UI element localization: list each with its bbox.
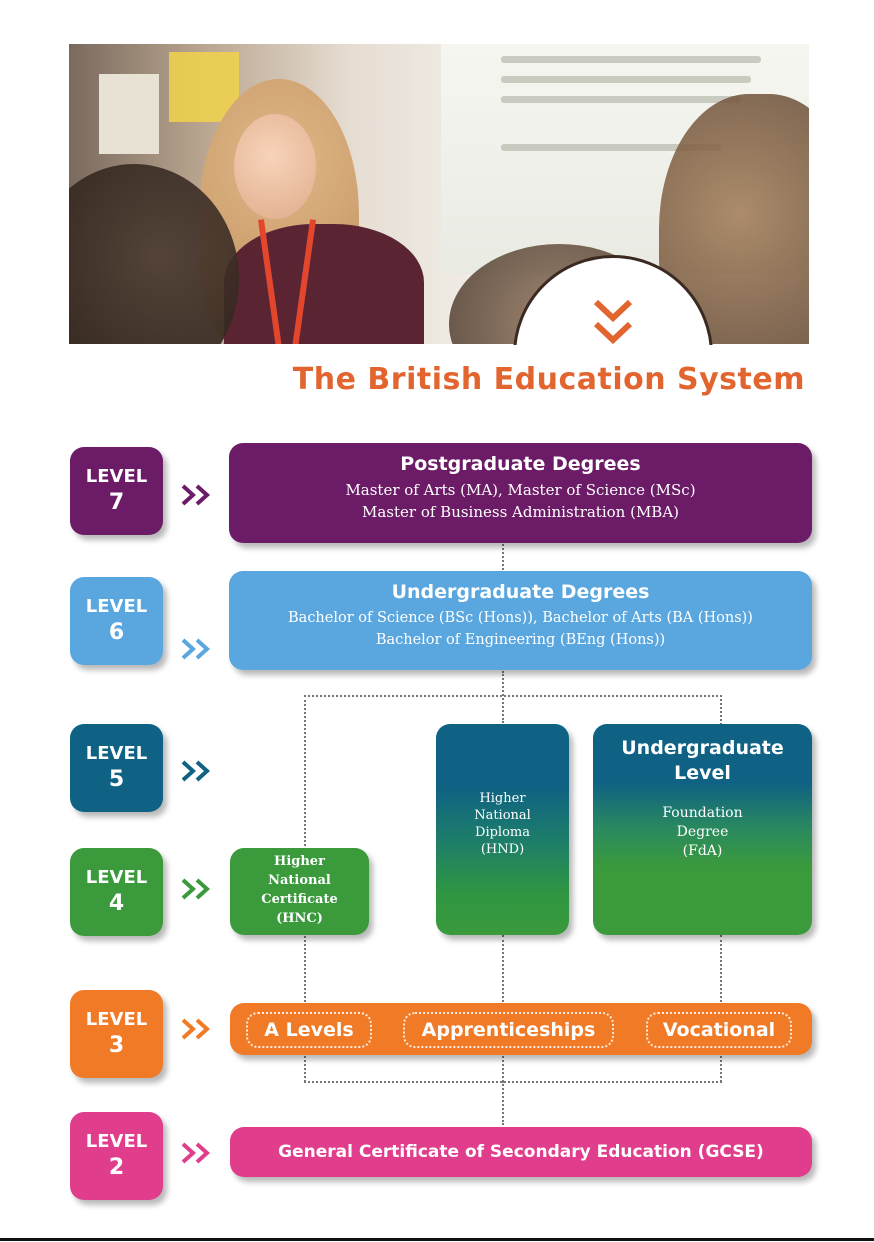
connector-line bbox=[502, 1081, 504, 1125]
foundation-line: Foundation bbox=[662, 805, 743, 821]
hnd-line: National bbox=[474, 808, 531, 823]
level-word: LEVEL bbox=[85, 466, 148, 487]
teacher-face bbox=[234, 114, 316, 219]
gcse-box bbox=[230, 1127, 812, 1177]
level-2-badge bbox=[70, 1112, 163, 1200]
hnc-line: (HNC) bbox=[276, 911, 323, 926]
connector-line bbox=[502, 544, 504, 570]
level-5-badge bbox=[70, 724, 163, 812]
hnc-box bbox=[230, 848, 369, 935]
level-word: LEVEL bbox=[85, 1009, 148, 1030]
hero-photo bbox=[69, 44, 809, 344]
foundation-box bbox=[593, 724, 812, 935]
level-7-badge bbox=[70, 447, 163, 535]
level-word: LEVEL bbox=[85, 867, 148, 888]
chevron-down-icon bbox=[592, 296, 634, 352]
undergraduate-line: Bachelor of Science (BSc (Hons)), Bachelor of Arts (BA (Hons)) bbox=[288, 610, 753, 626]
double-chevron-right-icon bbox=[180, 482, 214, 508]
hnc-line: Certificate bbox=[261, 892, 338, 907]
foundation-heading: Undergraduate bbox=[621, 737, 784, 759]
foundation-heading: Level bbox=[674, 762, 731, 784]
level-number: 6 bbox=[108, 620, 125, 645]
connector-line bbox=[304, 1081, 722, 1083]
vocational-pill: Vocational bbox=[646, 1012, 792, 1048]
level-6-badge bbox=[70, 577, 163, 665]
level-word: LEVEL bbox=[85, 1131, 148, 1152]
hnd-line: Higher bbox=[479, 791, 526, 806]
undergraduate-heading: Undergraduate Degrees bbox=[391, 581, 650, 603]
teacher-body bbox=[224, 224, 424, 344]
postgraduate-box bbox=[229, 443, 812, 543]
connector-line bbox=[502, 671, 504, 723]
apprenticeships-pill: Apprenticeships bbox=[403, 1012, 614, 1048]
double-chevron-right-icon bbox=[180, 1016, 214, 1042]
connector-line bbox=[304, 695, 722, 697]
level-number: 7 bbox=[108, 490, 125, 515]
undergraduate-line: Bachelor of Engineering (BEng (Hons)) bbox=[375, 632, 666, 648]
a-levels-pill: A Levels bbox=[246, 1012, 372, 1048]
undergraduate-box bbox=[229, 571, 812, 670]
level-word: LEVEL bbox=[85, 596, 148, 617]
gcse-label: General Certificate of Secondary Education (GCSE) bbox=[278, 1142, 764, 1162]
level-number: 3 bbox=[108, 1033, 125, 1058]
foundation-line: (FdA) bbox=[682, 843, 723, 859]
page-title: The British Education System bbox=[292, 362, 805, 397]
wall-poster bbox=[99, 74, 159, 154]
hnd-line: Diploma bbox=[475, 825, 530, 840]
level-number: 4 bbox=[108, 891, 125, 916]
hnd-line: (HND) bbox=[480, 842, 525, 857]
bottom-border bbox=[0, 1238, 874, 1241]
postgraduate-line: Master of Business Administration (MBA) bbox=[361, 503, 680, 521]
level-number: 2 bbox=[108, 1155, 125, 1180]
level-4-badge bbox=[70, 848, 163, 936]
hnc-line: National bbox=[268, 873, 331, 888]
foundation-line: Degree bbox=[676, 824, 729, 840]
double-chevron-right-icon bbox=[180, 636, 214, 662]
hnc-line: Higher bbox=[274, 854, 325, 869]
double-chevron-right-icon bbox=[180, 1140, 214, 1166]
hnd-box bbox=[436, 724, 569, 935]
connector-line bbox=[720, 695, 722, 725]
postgraduate-heading: Postgraduate Degrees bbox=[400, 453, 641, 475]
double-chevron-right-icon bbox=[180, 876, 214, 902]
double-chevron-right-icon bbox=[180, 758, 214, 784]
level-number: 5 bbox=[108, 767, 125, 792]
level-word: LEVEL bbox=[85, 743, 148, 764]
postgraduate-line: Master of Arts (MA), Master of Science (MSc) bbox=[345, 481, 696, 499]
level-3-badge bbox=[70, 990, 163, 1078]
